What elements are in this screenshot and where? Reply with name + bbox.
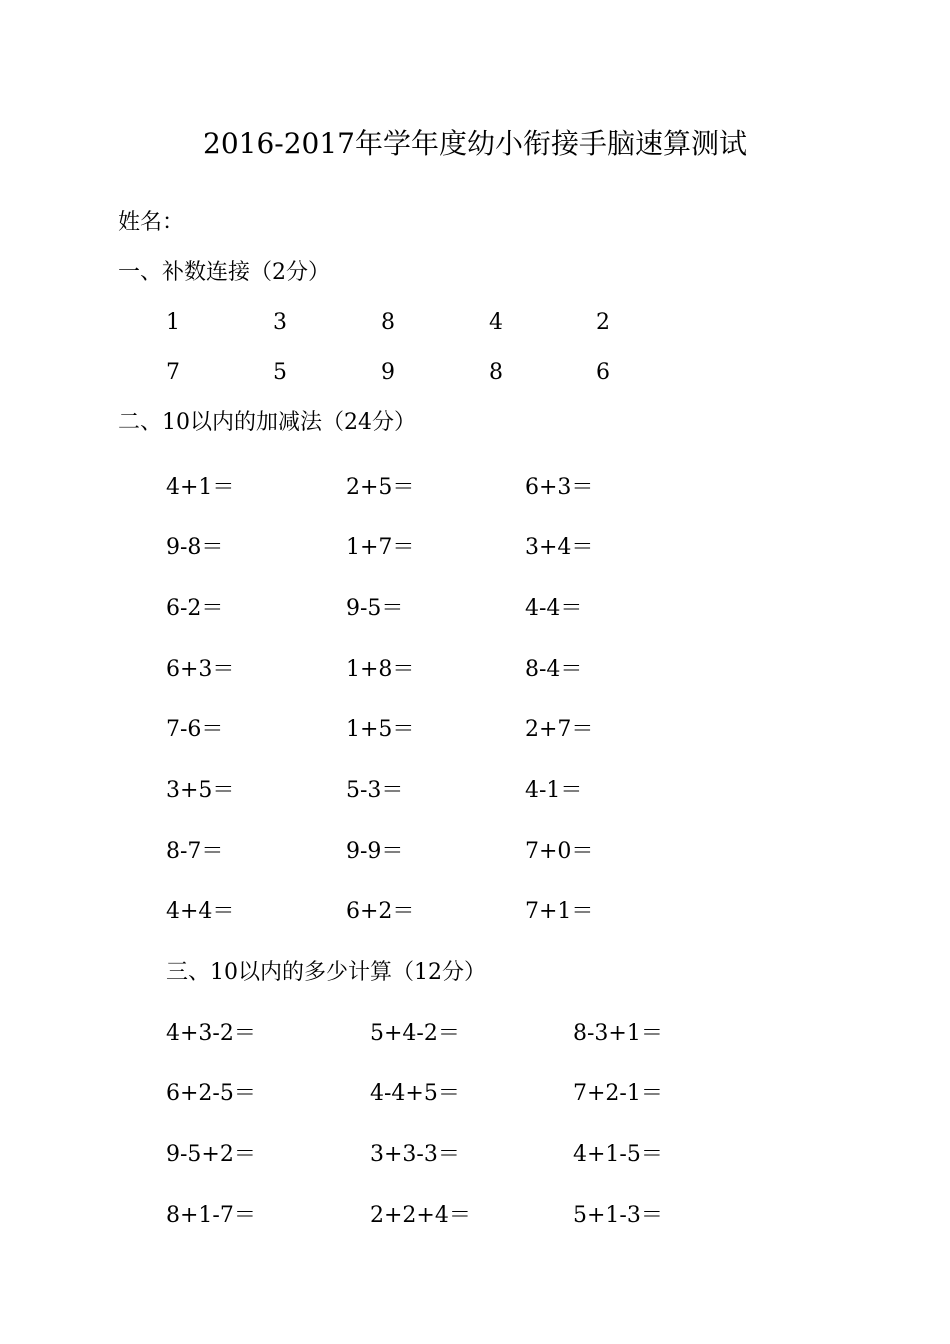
arithmetic-problem: 4+1＝ xyxy=(166,475,235,500)
arithmetic-problem: 8-3+1＝ xyxy=(573,1021,663,1046)
complement-number: 1 xyxy=(166,310,180,335)
arithmetic-problem: 6-2＝ xyxy=(166,596,224,621)
complement-number: 8 xyxy=(489,360,503,385)
complement-number: 9 xyxy=(381,360,395,385)
arithmetic-problem: 6+3＝ xyxy=(166,657,235,682)
arithmetic-problem: 8-4＝ xyxy=(525,657,583,682)
arithmetic-problem: 5+1-3＝ xyxy=(573,1203,663,1228)
arithmetic-problem: 5+4-2＝ xyxy=(370,1021,460,1046)
arithmetic-problem: 1+5＝ xyxy=(346,717,415,742)
arithmetic-problem: 1+7＝ xyxy=(346,535,415,560)
arithmetic-problem: 7+2-1＝ xyxy=(573,1081,663,1106)
arithmetic-problem: 4-1＝ xyxy=(525,778,583,803)
arithmetic-problem: 9-9＝ xyxy=(346,839,404,864)
arithmetic-problem: 7+0＝ xyxy=(525,839,594,864)
arithmetic-problem: 4-4+5＝ xyxy=(370,1081,460,1106)
complement-number: 2 xyxy=(596,310,610,335)
arithmetic-problem: 7+1＝ xyxy=(525,899,594,924)
arithmetic-problem: 6+2＝ xyxy=(346,899,415,924)
page-title: 2016-2017年学年度幼小衔接手脑速算测试 xyxy=(203,127,747,160)
arithmetic-problem: 3+4＝ xyxy=(525,535,594,560)
complement-number: 3 xyxy=(273,310,287,335)
arithmetic-problem: 9-5＝ xyxy=(346,596,404,621)
arithmetic-problem: 6+2-5＝ xyxy=(166,1081,256,1106)
arithmetic-problem: 8-7＝ xyxy=(166,839,224,864)
arithmetic-problem: 9-8＝ xyxy=(166,535,224,560)
arithmetic-problem: 7-6＝ xyxy=(166,717,224,742)
complement-number: 7 xyxy=(166,360,180,385)
arithmetic-problem: 1+8＝ xyxy=(346,657,415,682)
arithmetic-problem: 4+3-2＝ xyxy=(166,1021,256,1046)
arithmetic-problem: 4+4＝ xyxy=(166,899,235,924)
arithmetic-problem: 2+5＝ xyxy=(346,475,415,500)
arithmetic-problem: 3+5＝ xyxy=(166,778,235,803)
arithmetic-problem: 2+7＝ xyxy=(525,717,594,742)
arithmetic-problem: 8+1-7＝ xyxy=(166,1203,256,1228)
section3-heading: 三、10以内的多少计算（12分） xyxy=(166,960,486,985)
complement-number: 8 xyxy=(381,310,395,335)
arithmetic-problem: 4+1-5＝ xyxy=(573,1142,663,1167)
arithmetic-problem: 9-5+2＝ xyxy=(166,1142,256,1167)
name-label: 姓名： xyxy=(118,210,185,235)
arithmetic-problem: 4-4＝ xyxy=(525,596,583,621)
complement-number: 4 xyxy=(489,310,503,335)
arithmetic-problem: 2+2+4＝ xyxy=(370,1203,471,1228)
arithmetic-problem: 3+3-3＝ xyxy=(370,1142,460,1167)
complement-number: 6 xyxy=(596,360,610,385)
section2-heading: 二、10以内的加减法（24分） xyxy=(118,410,416,435)
arithmetic-problem: 5-3＝ xyxy=(346,778,404,803)
section1-heading: 一、补数连接（2分） xyxy=(118,260,330,285)
arithmetic-problem: 6+3＝ xyxy=(525,475,594,500)
complement-number: 5 xyxy=(273,360,287,385)
